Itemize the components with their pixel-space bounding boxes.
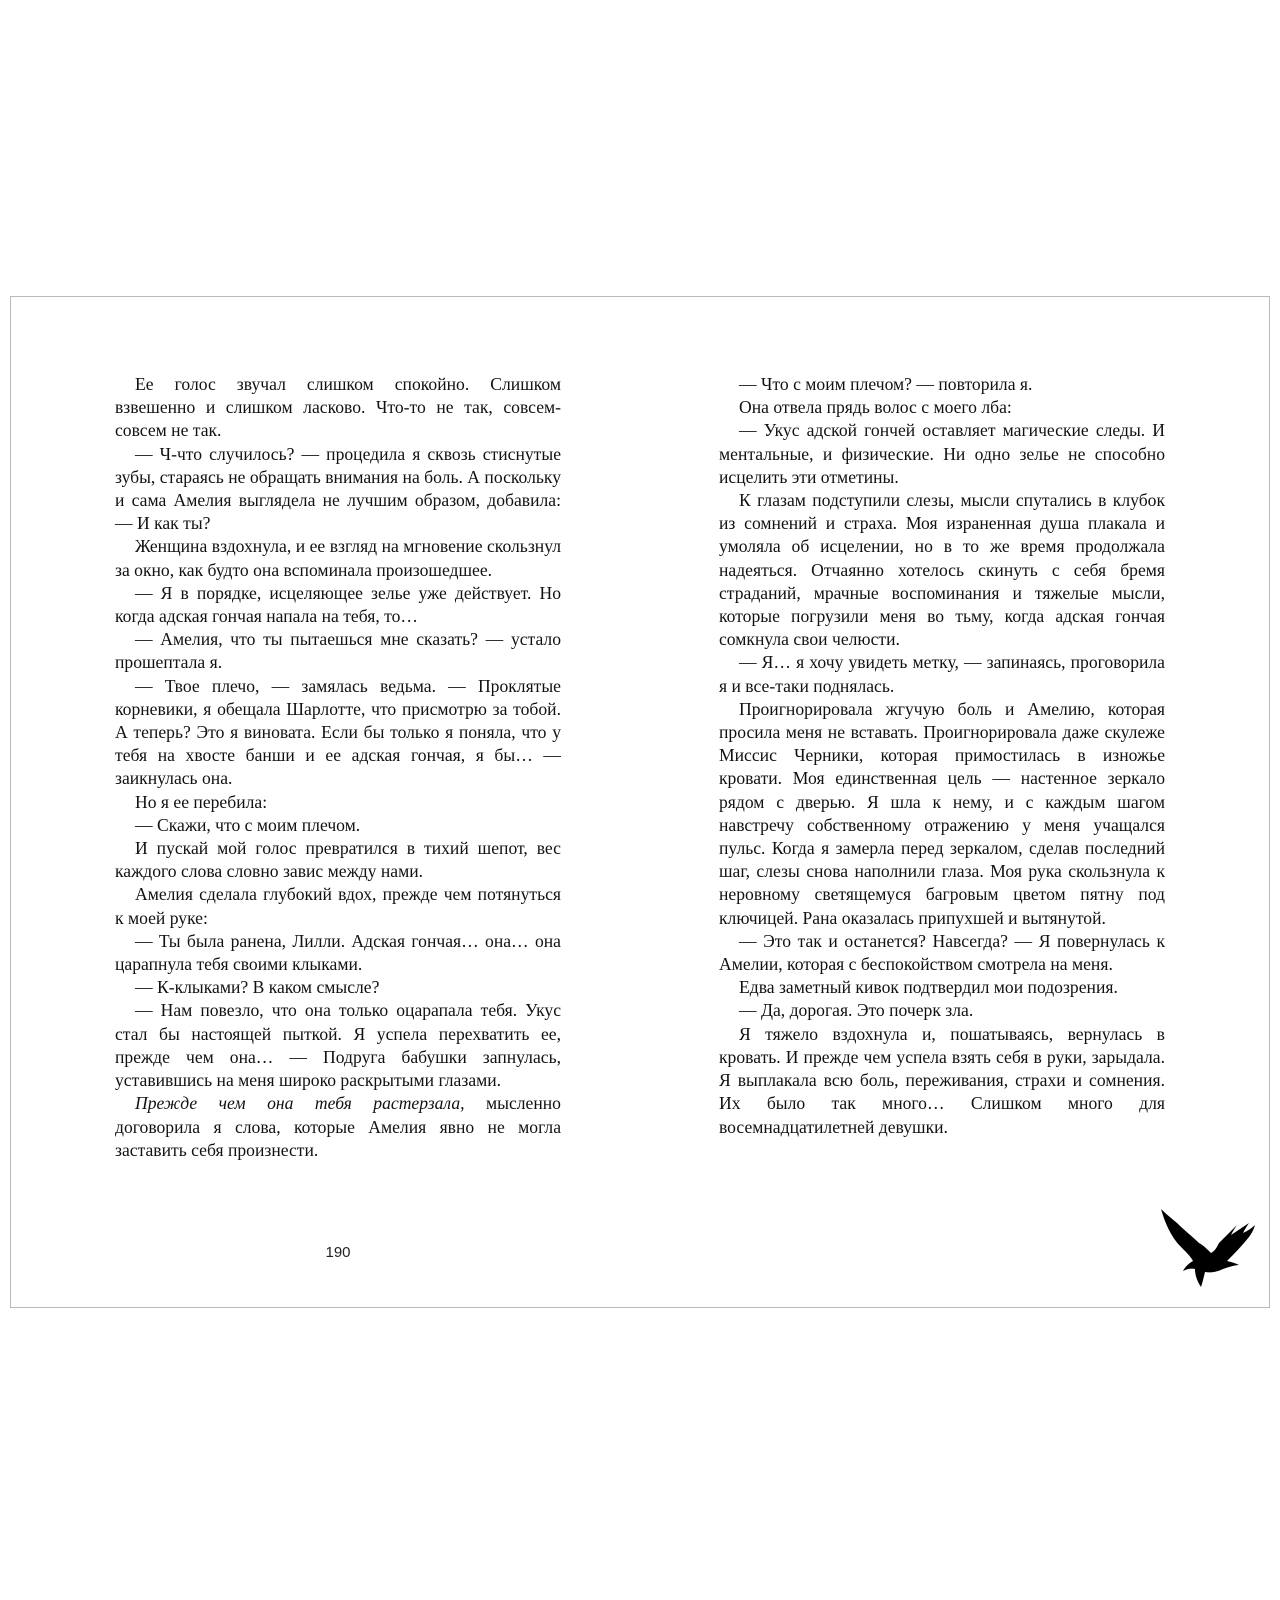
paragraph: — Я в порядке, исцеляющее зелье уже действует. Но когда адская гончая напала на тебя, то… — [115, 582, 561, 627]
paragraph: — Это так и останется? Навсегда? — Я повернулась к Амелии, которая с беспокойством смотрела на меня. — [719, 930, 1165, 975]
paragraph-continuation: мысленно договорила я слова, которые Амелия явно не могла заставить себя произнести. — [115, 1093, 561, 1160]
paragraph: И пускай мой голос превратился в тихий шепот, вес каждого слова словно завис между нами. — [115, 838, 561, 882]
paragraph: К глазам подступили слезы, мысли спутались в клубок из сомнений и страха. Моя израненная душа плакала и умоляла об исцелении, но в то же время продолжала надеяться. Отчаянно хотелось скинуть с себя бремя страданий, мрачные воспоминания и тяжелые мысли, которые погрузили меня во тьму, когда адская гончая сомкнула свои челюсти. — [719, 490, 1165, 650]
paragraph: Я тяжело вздохнула и, пошатываясь, вернулась в кровать. И прежде чем успела взять себя в руки, зарыдала. Я выплакала всю боль, переживания, страхи и сомнения. Их было так много… Слишком много для восемнадцатилетней девушки. — [719, 1023, 1165, 1137]
paragraph: — Нам повезло, что она только оцарапала тебя. Укус стал бы настоящей пыткой. Я успела перехватить ее, прежде чем она… — Подруга бабушки запнулась, уставившись на меня широко раскрытыми глазами. — [115, 1000, 561, 1091]
right-page — [719, 373, 1165, 1139]
paragraph: Но я ее перебила: — [135, 791, 268, 812]
book-spread — [10, 296, 1270, 1308]
paragraph-last — [115, 1092, 561, 1162]
paragraph: — Ч-что случилось? — процедила я сквозь стиснутые зубы, стараясь не обращать внимания на боль. А поскольку и сама Амелия выглядела не лучшим образом, добавила: — И как ты? — [115, 443, 561, 534]
paragraph: Женщина вздохнула, и ее взгляд на мгновение скользнул за окно, как будто она вспоминала произошедшее. — [115, 536, 561, 580]
paragraph: — Да, дорогая. Это почерк зла. — [739, 1000, 974, 1021]
left-page — [115, 373, 561, 1162]
paragraph: — Я… я хочу увидеть метку, — запинаясь, проговорила я и все-таки поднялась. — [719, 652, 1165, 696]
paragraph: — Что с моим плечом? — повторила я. — [739, 374, 1033, 394]
italic-thought: Прежде чем она тебя растерзала, — [135, 1093, 465, 1114]
paragraph: — Укус адской гончей оставляет магические следы. И ментальные, и физические. Ни одно зелье не способно исцелить эти отметины. — [719, 420, 1165, 487]
paragraph: Она отвела прядь волос с моего лба: — [739, 397, 1012, 418]
paragraph: Проигнорировала жгучую боль и Амелию, которая просила меня не вставать. Проигнорировала даже скулеже Миссис Черники, которая примостилась в изножье кровати. Моя единственная цель — настенное зеркало рядом с дверью. Я шла к нему, и с каждым шагом навстречу собственному отражению у меня учащался пульс. Когда я замерла перед зеркалом, сделав последний шаг, слезы снова наполнили глаза. Моя рука скользнула к неровному светящемуся багровым цветом пятну под ключицей. Рана оказалась припухшей и вытянутой. — [719, 698, 1165, 928]
page-number: 190 — [325, 1244, 351, 1261]
raven-icon — [1159, 1209, 1255, 1289]
paragraph: Ее голос звучал слишком спокойно. Слишком взвешенно и слишком ласково. Что-то не так, совсем-совсем не так. — [115, 374, 561, 441]
paragraph: Едва заметный кивок подтвердил мои подозрения. — [739, 977, 1118, 998]
paragraph: — Скажи, что с моим плечом. — [135, 814, 361, 835]
paragraph: — Амелия, что ты пытаешься мне сказать? — устало прошептала я. — [115, 629, 561, 673]
paragraph: Амелия сделала глубокий вдох, прежде чем потянуться к моей руке: — [115, 884, 561, 928]
paragraph: — К-клыками? В каком смысле? — [135, 977, 380, 998]
paragraph: — Ты была ранена, Лилли. Адская гончая… она… она царапнула тебя своими клыками. — [115, 930, 561, 975]
paragraph: — Твое плечо, — замялась ведьма. — Проклятые корневики, я обещала Шарлотте, что присмотрю за тобой. А теперь? Это я виновата. Если бы только я поняла, что у тебя на хвосте банши и ее адская гончая, я бы… — заикнулась она. — [115, 675, 561, 789]
